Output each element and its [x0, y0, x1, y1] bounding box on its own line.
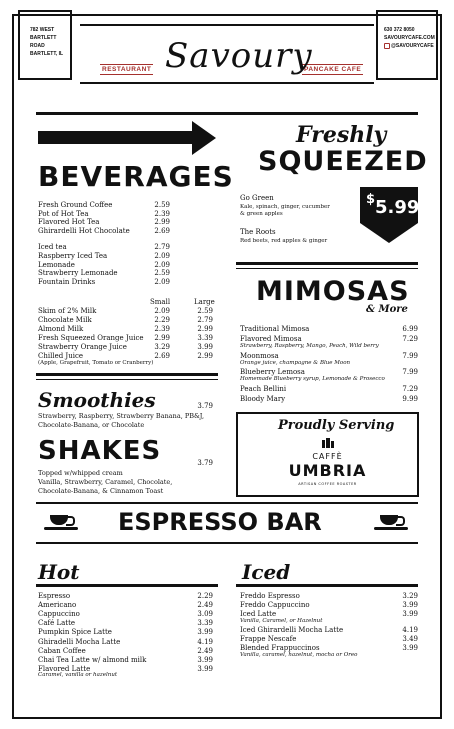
- price-small: 2.39: [154, 325, 170, 333]
- smoothies-title: Smoothies: [38, 388, 156, 412]
- price-large: 2.79: [197, 316, 213, 324]
- menu-item-price: 2.99: [154, 218, 170, 227]
- espresso-item-name: Flavored Latte: [38, 664, 91, 673]
- menu-item-name: Strawberry Orange Juice: [38, 343, 127, 351]
- phone: 630 372 8050: [384, 27, 415, 33]
- address-line: BARTLETT, IL: [30, 51, 64, 57]
- squeezed-divider-1: [236, 262, 418, 265]
- espresso-item-name: Americano: [38, 601, 77, 610]
- espresso-item-price: 2.29: [197, 592, 213, 600]
- menu-item-name: Strawberry Lemonade: [38, 269, 118, 278]
- espresso-item-name: Frappe Nescafe: [240, 634, 297, 643]
- address-line: 782 WEST: [30, 27, 55, 33]
- espresso-item-price: 4.19: [197, 637, 213, 646]
- iced-title: Iced: [242, 560, 291, 584]
- menu-item-name: Lemonade: [38, 260, 75, 269]
- espresso-title: ESPRESSO BAR: [118, 508, 322, 536]
- savoury-logo: Savoury: [165, 36, 313, 76]
- pancake-cafe-tag: PANCAKE CAFE: [304, 66, 362, 73]
- shakes-desc-1: Topped w/whipped cream: [38, 469, 123, 477]
- dollar-sign: $: [366, 192, 376, 207]
- espresso-item-name: Chai Tea Latte w/ almond milk: [38, 655, 147, 664]
- mimosa-price: 7.99: [402, 368, 418, 376]
- iced-rule: [236, 584, 418, 587]
- menu-item-price: 2.59: [154, 201, 170, 209]
- go-green-desc-2: & green apples: [240, 211, 283, 217]
- shakes-title: SHAKES: [38, 436, 162, 466]
- hot-title: Hot: [38, 560, 80, 584]
- shakes-desc-2: Vanilla, Strawberry, Caramel, Chocolate,: [38, 478, 173, 486]
- espresso-item-name: Cappuccino: [38, 610, 80, 619]
- espresso-item-note: Vanilla, caramel, hazelnut, mocha or Oreo: [240, 651, 358, 658]
- menu-item-name: Almond Milk: [38, 325, 84, 333]
- espresso-item-price: 3.39: [197, 619, 213, 628]
- shakes-price: 3.79: [197, 459, 213, 467]
- mimosa-note: Orange juice, champagne & Blue Moon: [240, 359, 351, 366]
- beverages-title: BEVERAGES: [38, 160, 234, 193]
- mimosas-title: MIMOSAS: [256, 276, 410, 307]
- menu-item-price: 2.09: [154, 252, 170, 260]
- menu-item-name: Flavored Hot Tea: [38, 218, 100, 227]
- espresso-item-price: 3.99: [402, 601, 418, 610]
- squeezed-divider-2: [236, 268, 418, 269]
- squeezed-price-badge: [360, 187, 418, 223]
- squeezed-title: SQUEEZED: [258, 146, 428, 177]
- squeezed-price: 5.99: [375, 197, 420, 218]
- menu-item-price: 2.79: [154, 243, 170, 252]
- menu-item-price: 2.69: [154, 226, 170, 235]
- menu-item-price: 2.09: [154, 260, 170, 269]
- mimosa-price: 6.99: [402, 325, 418, 333]
- website: SAVOURYCAFE.COM: [384, 35, 435, 41]
- mimosa-price: 9.99: [402, 394, 418, 403]
- arrow-icon: [38, 131, 198, 144]
- instagram: @SAVOURYCAFE: [384, 42, 436, 50]
- espresso-item-price: 2.49: [197, 646, 213, 655]
- brand-tagline: ARTISAN COFFEE ROASTER: [298, 482, 357, 486]
- price-small: 2.29: [154, 316, 170, 324]
- espresso-item-price: 3.29: [402, 592, 418, 600]
- size-header-small: Small: [150, 298, 171, 306]
- shakes-desc-3: Chocolate-Banana, & Cinnamon Toast: [38, 487, 164, 495]
- size-header-large: Large: [194, 298, 215, 306]
- menu-item-name: Skim of 2% Milk: [38, 307, 97, 315]
- header-rule-bottom: [80, 82, 374, 84]
- price-large: 2.99: [197, 325, 213, 333]
- espresso-item-price: 3.09: [197, 610, 213, 619]
- price-badge-point: [360, 223, 418, 243]
- espresso-item-name: Ghiradelli Mocha Latte: [38, 637, 121, 646]
- menu-item-price: 2.39: [154, 209, 170, 218]
- menu-item-price: 2.09: [154, 277, 170, 286]
- espresso-item-price: 3.99: [197, 655, 213, 664]
- menu-item-name: Iced tea: [38, 243, 67, 252]
- espresso-item-price: 3.99: [402, 644, 418, 652]
- espresso-item-name: Blended Frappuccinos: [240, 644, 320, 652]
- juice-note: (Apple, Grapefruit, Tomato or Cranberry): [38, 360, 154, 366]
- brand-caffe: CAFFÈ: [312, 452, 343, 461]
- bev-divider-1: [36, 373, 218, 376]
- espresso-item-price: 2.49: [197, 601, 213, 610]
- smoothies-price: 3.79: [197, 402, 213, 410]
- header-rule-top: [80, 24, 374, 26]
- price-large: 3.39: [197, 334, 213, 342]
- espresso-item-price: 4.19: [402, 625, 418, 634]
- mimosa-name: Bloody Mary: [240, 394, 286, 403]
- menu-item-name: Ghirardelli Hot Chocolate: [38, 226, 130, 235]
- espresso-item-name: Espresso: [38, 592, 71, 600]
- mimosa-price: 7.29: [402, 335, 418, 343]
- mimosa-name: Blueberry Lemosa: [240, 368, 305, 376]
- price-small: 2.09: [154, 307, 170, 315]
- go-green: Go Green: [240, 194, 274, 202]
- mimosa-note: Strawberry, Raspberry, Mango, Peach, Wild berry: [240, 343, 379, 349]
- menu-item-name: Pot of Hot Tea: [38, 209, 89, 218]
- mimosa-name: Moonmosa: [240, 351, 279, 360]
- espresso-item-name: Freddo Espresso: [240, 592, 300, 600]
- address-line: BARTLETT ROAD: [30, 35, 57, 49]
- bev-divider-2: [36, 379, 218, 380]
- smoothies-desc-1: Strawberry, Raspberry, Strawberry Banana, PB&J,: [38, 412, 205, 420]
- espresso-item-name: Freddo Cappuccino: [240, 601, 310, 610]
- mimosa-price: 7.29: [402, 384, 418, 393]
- price-large: 3.99: [197, 343, 213, 351]
- menu-item-name: Chocolate Milk: [38, 316, 92, 324]
- top-divider: [36, 112, 418, 115]
- espresso-item-name: Café Latte: [38, 619, 76, 628]
- instagram-icon: [384, 43, 390, 49]
- price-small: 2.99: [154, 334, 170, 342]
- espresso-item-name: Iced Ghirardelli Mocha Latte: [240, 625, 344, 634]
- menu-item-price: 2.59: [154, 269, 170, 278]
- smoothies-desc-2: Chocolate-Banana, or Chocolate: [38, 421, 145, 429]
- espresso-item-price: 3.99: [197, 628, 213, 637]
- umbria-logo-icon: [322, 438, 336, 448]
- address-box: [18, 10, 72, 80]
- menu-item-name: Chilled Juice: [38, 352, 84, 360]
- espresso-item-name: Caban Coffee: [38, 646, 86, 655]
- espresso-rule-top: [36, 502, 418, 504]
- proudly-serving-box: [236, 412, 419, 497]
- the-roots: The Roots: [240, 228, 276, 236]
- arrow-head-icon: [192, 121, 216, 155]
- espresso-item-note: Caramel, vanilla or hazelnut: [38, 672, 118, 679]
- price-small: 2.69: [154, 352, 170, 360]
- proudly-title: Proudly Serving: [278, 418, 395, 433]
- price-large: 2.59: [197, 307, 213, 315]
- brand-umbria: UMBRIA: [288, 461, 367, 480]
- menu-item-name: Fresh Squeezed Orange Juice: [38, 334, 144, 342]
- espresso-item-name: Pumpkin Spice Latte: [38, 628, 112, 637]
- menu-item-name: Fresh Ground Coffee: [38, 201, 113, 209]
- freshly-title: Freshly: [296, 122, 387, 148]
- espresso-item-price: 3.49: [402, 634, 418, 643]
- espresso-item-price: 3.99: [197, 664, 213, 673]
- restaurant-tag: RESTAURANT: [102, 66, 152, 73]
- the-roots-desc: Red beets, red apples & ginger: [240, 238, 328, 244]
- espresso-item-name: Iced Latte: [240, 610, 277, 619]
- menu-item-name: Raspberry Iced Tea: [38, 252, 108, 260]
- contact-box: [376, 10, 438, 80]
- espresso-rule-bottom: [36, 542, 418, 544]
- price-large: 2.99: [197, 352, 213, 360]
- hot-rule: [36, 584, 218, 587]
- go-green-desc-1: Kale, spinach, ginger, cucumber: [240, 204, 330, 210]
- mimosas-more: & More: [366, 304, 408, 315]
- mimosa-name: Peach Bellini: [240, 384, 287, 393]
- espresso-item-note: Vanilla, Caramel, or Hazelnut: [240, 617, 323, 624]
- espresso-item-price: 3.99: [402, 610, 418, 619]
- mimosa-price: 7.99: [402, 351, 418, 360]
- mimosa-note: Homemade Blueberry syrup, Lemonade & Prosecco: [240, 376, 385, 382]
- price-small: 3.29: [154, 343, 170, 351]
- mimosa-name: Traditional Mimosa: [240, 325, 310, 333]
- mimosa-name: Flavored Mimosa: [240, 335, 302, 343]
- menu-item-name: Fountain Drinks: [38, 277, 96, 286]
